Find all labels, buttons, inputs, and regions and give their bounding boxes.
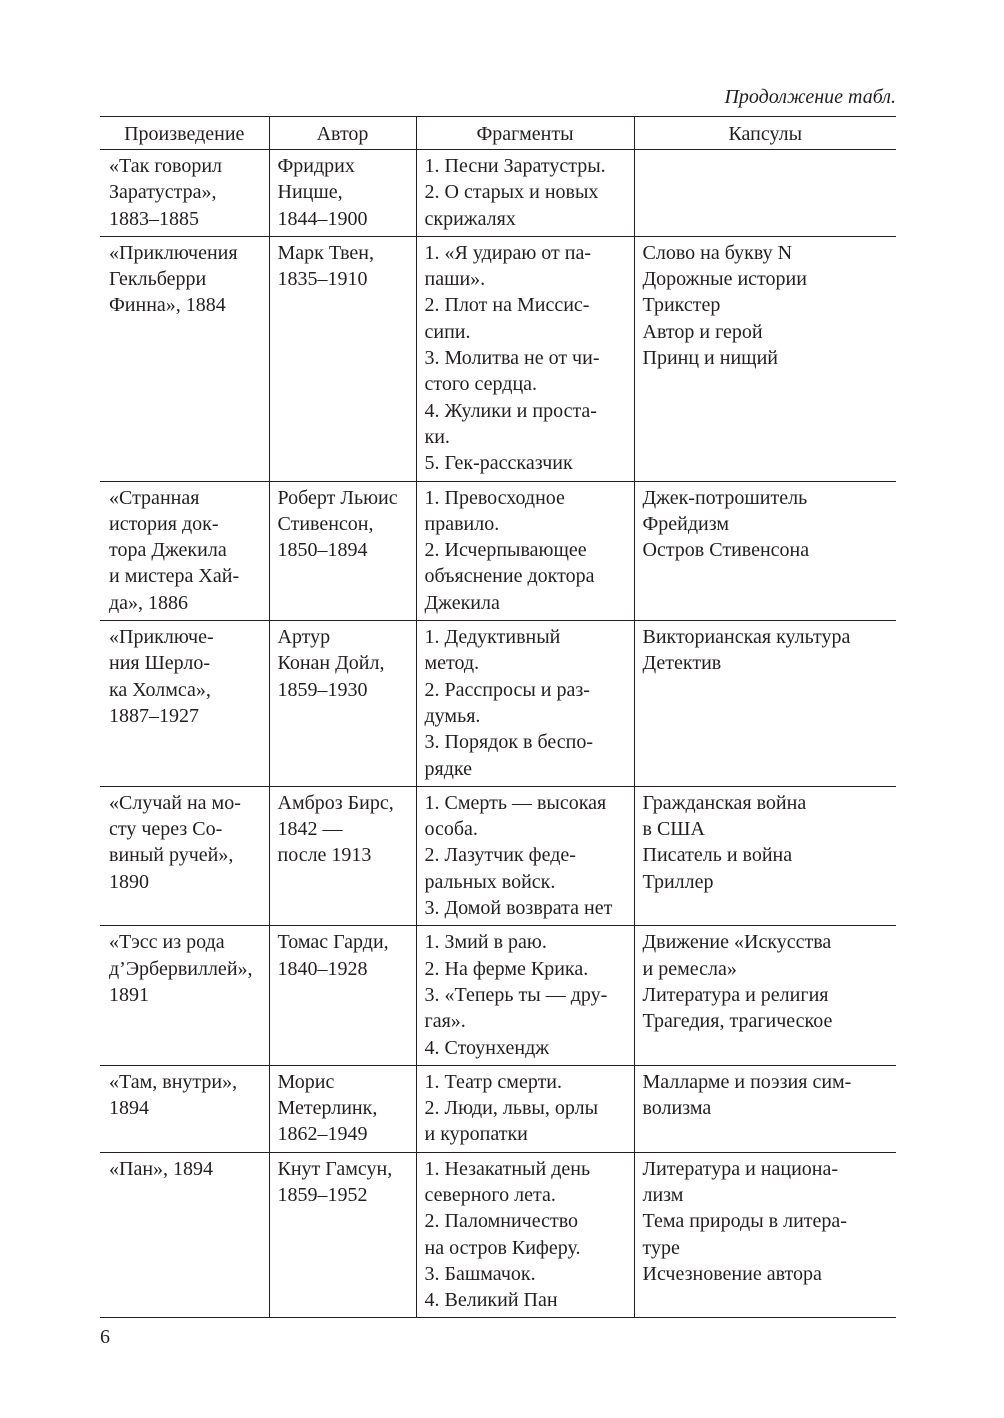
- author-cell: [269, 621, 416, 787]
- works-table: [100, 116, 896, 1318]
- table-row: [100, 1065, 896, 1152]
- cell-line: 1844–1900: [277, 207, 368, 230]
- author-cell: [269, 481, 416, 620]
- capsules-cell: [634, 621, 896, 787]
- cell-line: Исчезновение автора: [642, 1262, 822, 1285]
- capsules-cell: [634, 150, 896, 237]
- cell-line: 1894: [109, 1097, 149, 1120]
- cell-line: ральных войск.: [424, 870, 556, 893]
- cell-line: Автор и герой: [642, 320, 763, 343]
- cell-line: 1835–1910: [277, 268, 368, 291]
- cell-line: 2. Расспросы и раз-: [424, 678, 590, 701]
- author-cell: [269, 1152, 416, 1318]
- cell-line: лизм: [642, 1183, 684, 1206]
- fragments-cell: [416, 786, 634, 925]
- cell-line: и куропатки: [424, 1123, 528, 1146]
- cell-line: после 1913: [277, 844, 372, 867]
- cell-line: Слово на букву N: [642, 241, 793, 264]
- cell-line: сту через Со-: [109, 818, 223, 841]
- cell-line: 5. Гек-рассказчик: [424, 452, 573, 475]
- cell-line: 2. Исчерпывающее: [424, 539, 587, 562]
- cell-line: Литература и национа-: [642, 1157, 839, 1180]
- cell-line: Джек-потрошитель: [642, 486, 808, 509]
- cell-line: 1. Превосходное: [424, 486, 565, 509]
- table-row: [100, 236, 896, 481]
- fragments-cell: [416, 481, 634, 620]
- cell-line: «Приключе-: [109, 626, 214, 649]
- cell-line: Литература и религия: [642, 983, 829, 1006]
- author-cell: [269, 150, 416, 237]
- cell-line: объяснение доктора: [424, 565, 595, 588]
- cell-line: «Приключения: [109, 241, 238, 264]
- cell-line: Марк Твен,: [277, 241, 375, 264]
- fragments-cell: [416, 926, 634, 1065]
- cell-line: 3. «Теперь ты — дру-: [424, 983, 608, 1006]
- cell-line: 1. «Я удираю от па-: [424, 241, 591, 264]
- cell-line: правило.: [424, 512, 500, 535]
- work-cell: [100, 1152, 269, 1318]
- cell-line: стого сердца.: [424, 373, 538, 396]
- page-number: 6: [100, 1326, 110, 1348]
- cell-line: метод.: [424, 652, 480, 675]
- cell-line: Движение «Искусства: [642, 931, 832, 954]
- cell-line: Фридрих: [277, 155, 355, 177]
- table-body: [100, 150, 896, 1318]
- work-cell: [100, 236, 269, 481]
- table-row: [100, 150, 896, 237]
- cell-line: 1. Театр смерти.: [424, 1070, 563, 1093]
- cell-line: 1840–1928: [277, 957, 368, 980]
- work-cell: [100, 481, 269, 620]
- cell-line: ка Холмса»,: [109, 678, 211, 701]
- fragments-cell: [416, 621, 634, 787]
- cell-line: Дорожные истории: [642, 268, 807, 291]
- work-cell: [100, 926, 269, 1065]
- cell-line: ки.: [424, 425, 450, 448]
- cell-line: и мистера Хай-: [109, 565, 240, 588]
- cell-line: 2. Плот на Миссис-: [424, 294, 590, 317]
- cell-line: 1859–1952: [277, 1183, 368, 1206]
- cell-line: 1. Смерть — высокая: [424, 791, 607, 814]
- cell-line: 1850–1894: [277, 539, 368, 562]
- cell-line: тора Джекила: [109, 539, 227, 562]
- cell-line: 1842 —: [277, 818, 343, 841]
- capsules-cell: [634, 1065, 896, 1152]
- cell-line: Трикстер: [642, 294, 721, 317]
- cell-line: скрижалях: [424, 207, 516, 230]
- cell-line: 3. Башмачок.: [424, 1262, 536, 1285]
- cell-line: северного лета.: [424, 1183, 556, 1206]
- cell-line: 1883–1885: [109, 207, 199, 230]
- cell-line: Томас Гарди,: [277, 931, 389, 954]
- cell-line: Метерлинк,: [277, 1097, 378, 1120]
- cell-line: «Странная: [109, 486, 200, 509]
- cell-line: Кнут Гамсун,: [277, 1157, 393, 1180]
- author-cell: [269, 926, 416, 1065]
- cell-line: и ремесла»: [642, 957, 737, 980]
- fragments-cell: [416, 1152, 634, 1318]
- cell-line: Конан Дойл,: [277, 652, 385, 675]
- cell-line: Тема природы в литера-: [642, 1210, 847, 1233]
- cell-line: 1. Незакатный день: [424, 1157, 591, 1180]
- capsules-cell: [634, 1152, 896, 1318]
- cell-line: 1. Змий в раю.: [424, 931, 547, 954]
- fragments-cell: [416, 150, 634, 237]
- work-cell: [100, 1065, 269, 1152]
- cell-line: Финна», 1884: [109, 294, 226, 317]
- cell-line: паши».: [424, 268, 486, 291]
- cell-line: 1887–1927: [109, 704, 199, 727]
- cell-line: Морис: [277, 1070, 335, 1093]
- cell-line: сипи.: [424, 320, 471, 343]
- fragments-cell: [416, 1065, 634, 1152]
- cell-line: рядке: [424, 757, 472, 780]
- cell-line: 2. Паломничество: [424, 1210, 579, 1233]
- cell-line: 3. Порядок в беспо-: [424, 731, 594, 754]
- cell-line: 2. Люди, львы, орлы: [424, 1097, 599, 1120]
- capsules-cell: [634, 926, 896, 1065]
- cell-line: Стивенсон,: [277, 512, 374, 535]
- cell-line: виный ручей»,: [109, 844, 234, 867]
- cell-line: гая».: [424, 1010, 466, 1033]
- cell-line: на остров Киферу.: [424, 1236, 581, 1259]
- cell-line: в США: [642, 818, 705, 841]
- work-cell: [100, 786, 269, 925]
- cell-line: волизма: [642, 1097, 712, 1120]
- cell-line: Фрейдизм: [642, 512, 730, 535]
- cell-line: да», 1886: [109, 591, 189, 614]
- fragments-cell: [416, 236, 634, 481]
- cell-line: Остров Стивенсона: [642, 539, 810, 562]
- capsules-cell: [634, 786, 896, 925]
- cell-line: 3. Молитва не от чи-: [424, 347, 600, 370]
- cell-line: 2. Лазутчик феде-: [424, 844, 576, 867]
- table-caption: Продолжение табл.: [724, 86, 896, 108]
- cell-line: Гекльберри: [109, 268, 207, 291]
- column-header-capsules: Капсулы: [634, 117, 896, 150]
- cell-line: 2. О старых и новых: [424, 181, 599, 204]
- cell-line: особа.: [424, 818, 478, 841]
- column-header-fragments: Фрагменты: [416, 117, 634, 150]
- cell-line: Принц и нищий: [642, 347, 778, 370]
- cell-line: Викторианская культура: [642, 626, 851, 649]
- table-row: [100, 1152, 896, 1318]
- cell-line: Заратустра»,: [109, 181, 217, 204]
- author-cell: [269, 1065, 416, 1152]
- cell-line: Триллер: [642, 870, 714, 893]
- column-header-author: Автор: [269, 117, 416, 150]
- table-row: [100, 926, 896, 1065]
- table-header-row: [100, 117, 896, 150]
- cell-line: Гражданская война: [642, 791, 807, 814]
- cell-line: туре: [642, 1236, 680, 1259]
- cell-line: 1862–1949: [277, 1123, 368, 1146]
- capsules-cell: [634, 236, 896, 481]
- cell-line: 1. Песни Заратустры.: [424, 155, 606, 177]
- cell-line: 1. Дедуктивный: [424, 626, 561, 649]
- cell-line: 2. На ферме Крика.: [424, 957, 589, 980]
- cell-line: история док-: [109, 512, 219, 535]
- cell-line: Джекила: [424, 591, 500, 614]
- cell-line: думья.: [424, 704, 481, 727]
- cell-line: 1890: [109, 870, 149, 893]
- table-row: [100, 481, 896, 620]
- cell-line: 4. Великий Пан: [424, 1289, 558, 1312]
- cell-line: Трагедия, трагическое: [642, 1010, 833, 1033]
- cell-line: Артур: [277, 626, 331, 649]
- cell-line: «Так говорил: [109, 155, 223, 177]
- cell-line: 1891: [109, 983, 149, 1006]
- cell-line: «Пан», 1894: [109, 1157, 214, 1180]
- cell-line: «Тэсс из рода: [109, 931, 225, 954]
- table-row: [100, 786, 896, 925]
- table-row: [100, 621, 896, 787]
- cell-line: Детектив: [642, 652, 722, 675]
- author-cell: [269, 236, 416, 481]
- capsules-cell: [634, 481, 896, 620]
- cell-line: Малларме и поэзия сим-: [642, 1070, 852, 1093]
- author-cell: [269, 786, 416, 925]
- cell-line: 4. Стоунхендж: [424, 1036, 550, 1059]
- cell-line: 3. Домой возврата нет: [424, 897, 613, 920]
- cell-line: «Случай на мо-: [109, 791, 241, 814]
- column-header-work: Произведение: [100, 117, 269, 150]
- cell-line: ния Шерло-: [109, 652, 211, 675]
- work-cell: [100, 621, 269, 787]
- cell-line: Амброз Бирс,: [277, 791, 394, 814]
- cell-line: Ницше,: [277, 181, 343, 204]
- cell-line: «Там, внутри»,: [109, 1070, 238, 1093]
- cell-line: д’Эрбервиллей»,: [109, 957, 253, 980]
- cell-line: 1859–1930: [277, 678, 368, 701]
- cell-line: Роберт Льюис: [277, 486, 398, 509]
- cell-line: 4. Жулики и проста-: [424, 399, 597, 422]
- work-cell: [100, 150, 269, 237]
- cell-line: Писатель и война: [642, 844, 793, 867]
